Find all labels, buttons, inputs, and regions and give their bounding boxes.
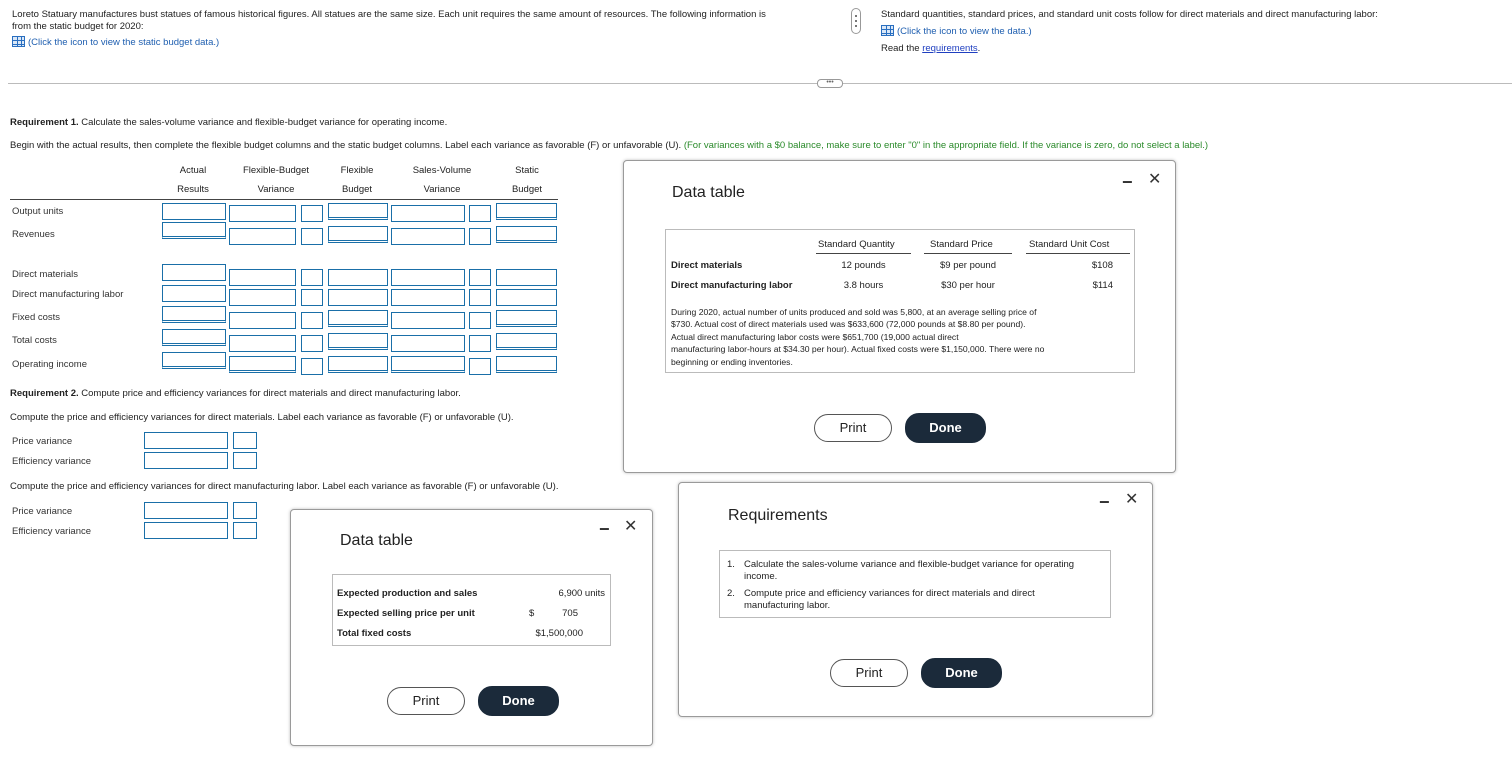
req2-title: Requirement 2. Compute price and efficiency variances for direct materials and direct manufacturing labor.: [10, 388, 461, 399]
sv-variance-total-costs-label-select[interactable]: [469, 335, 491, 352]
actual-revenues-input[interactable]: [162, 222, 226, 239]
col-standard-price: Standard Price: [930, 239, 993, 250]
actual-dm-input[interactable]: [162, 264, 226, 281]
flexible-total-costs-input[interactable]: [328, 333, 388, 350]
expand-handle-icon[interactable]: •••: [817, 79, 843, 88]
fb-variance-fixed-label-select[interactable]: [301, 312, 323, 329]
dm-price-variance-label: Price variance: [12, 436, 73, 447]
dm-efficiency-variance-input[interactable]: [144, 452, 228, 469]
std-row-label: Direct materials: [671, 260, 743, 271]
fb-variance-dm-label-select[interactable]: [301, 269, 323, 286]
standard-data-modal: [623, 160, 1176, 473]
col-header-sv-variance: Sales-Volume Variance: [412, 165, 472, 195]
std-row-qty: 3.8 hours: [843, 280, 884, 291]
std-data-link[interactable]: [881, 25, 1501, 38]
dl-price-variance-input[interactable]: [144, 502, 228, 519]
requirements-modal: [678, 482, 1153, 717]
table-icon[interactable]: [881, 25, 894, 36]
static-data-box: [332, 574, 611, 646]
modal-title: Data table: [672, 184, 745, 201]
std-actual-paragraph: During 2020, actual number of units produced and sold was 5,800, at an average selling price of $730. Actual cost of direct materials used was $633,600 (72,000 pounds at $8.80 per pound). Actual direct manufacturing labor costs were $651,700 (19,000 actual direct manufacturing labor-hours at $34.30 per hour). Actual fixed costs were $1,150,000. There were no beginning or ending inventories.: [671, 307, 1045, 367]
fb-variance-output-units-label-select[interactable]: [301, 205, 323, 222]
dl-efficiency-variance-label: Efficiency variance: [12, 526, 92, 537]
actual-fixed-input[interactable]: [162, 306, 226, 323]
requirement-item: Calculate the sales-volume variance and flexible-budget variance for operating income.: [744, 559, 1075, 582]
std-row-qty: 12 pounds: [841, 260, 886, 271]
std-row-price: $9 per pound: [940, 260, 996, 271]
std-row-price: $30 per hour: [941, 280, 995, 291]
dl-price-variance-label: Price variance: [12, 506, 73, 517]
sv-variance-operating-income-input[interactable]: [391, 356, 465, 373]
close-icon[interactable]: ✕: [1125, 491, 1139, 508]
modal-title: Data table: [340, 532, 413, 549]
intro-text: [12, 9, 852, 49]
static-budget-modal: [290, 509, 653, 746]
std-data-link-text[interactable]: (Click the icon to view the data.): [897, 26, 1032, 37]
col-header-flexible-budget: Flexible Budget: [340, 165, 374, 195]
std-intro-text: Standard quantities, standard prices, and standard unit costs follow for direct materials and direct manufacturing labor:: [881, 9, 1378, 20]
static-row-label: Total fixed costs: [337, 628, 412, 639]
pane-resize-handle[interactable]: [851, 8, 861, 34]
flexible-output-units-input[interactable]: [328, 203, 388, 220]
static-row-label: Expected production and sales: [337, 588, 478, 599]
actual-operating-income-input[interactable]: [162, 352, 226, 369]
static-operating-income-input[interactable]: [496, 356, 557, 373]
fb-variance-output-units-input[interactable]: [229, 205, 296, 222]
sv-variance-total-costs-input[interactable]: [391, 335, 465, 352]
intro-line-2: from the static budget for 2020:: [12, 21, 144, 32]
std-row-cost: $108: [1091, 260, 1113, 271]
flexible-revenues-input[interactable]: [328, 226, 388, 243]
done-button[interactable]: Done: [478, 686, 559, 716]
dm-instructions: Compute the price and efficiency variances for direct materials. Label each variance as favorable (F) or unfavorable (U).: [10, 412, 514, 423]
dl-efficiency-variance-input[interactable]: [144, 522, 228, 539]
static-row-value: $1,500,000: [535, 628, 583, 639]
fb-variance-total-costs-input[interactable]: [229, 335, 296, 352]
fb-variance-dm-input[interactable]: [229, 269, 296, 286]
col-header-static-budget: Static Budget: [511, 165, 543, 195]
fb-variance-dl-label-select[interactable]: [301, 289, 323, 306]
row-label-operating-income: Operating income: [12, 359, 87, 370]
dl-instructions: Compute the price and efficiency variances for direct manufacturing labor. Label each variance as favorable (F) or unfavorable (U).: [10, 481, 559, 492]
static-dm-input[interactable]: [496, 269, 557, 286]
static-dl-input[interactable]: [496, 289, 557, 306]
sv-variance-dl-input[interactable]: [391, 289, 465, 306]
print-button[interactable]: Print: [387, 687, 465, 715]
fb-variance-dl-input[interactable]: [229, 289, 296, 306]
requirements-list: 1. Calculate the sales-volume variance and flexible-budget variance for operating income. 2. Compute price and efficiency variances for direct materials and direct manufacturing labor.: [719, 550, 1111, 618]
close-icon[interactable]: ✕: [624, 518, 638, 535]
sv-variance-revenues-input[interactable]: [391, 228, 465, 245]
std-row-cost: $114: [1092, 280, 1113, 291]
sv-variance-dm-input[interactable]: [391, 269, 465, 286]
fb-variance-fixed-input[interactable]: [229, 312, 296, 329]
actual-output-units-input[interactable]: [162, 203, 226, 220]
col-standard-unit-cost: Standard Unit Cost: [1029, 239, 1110, 250]
fb-variance-revenues-label-select[interactable]: [301, 228, 323, 245]
fb-variance-operating-income-input[interactable]: [229, 356, 296, 373]
sv-variance-fixed-label-select[interactable]: [469, 312, 491, 329]
minimize-icon[interactable]: −: [599, 519, 610, 539]
row-label-direct-labor: Direct manufacturing labor: [12, 289, 124, 300]
sv-variance-revenues-label-select[interactable]: [469, 228, 491, 245]
print-button[interactable]: Print: [830, 659, 908, 687]
dm-price-variance-label-select[interactable]: [233, 432, 257, 449]
static-budget-link[interactable]: [12, 36, 852, 49]
static-budget-link-text[interactable]: (Click the icon to view the static budget data.): [28, 37, 220, 48]
static-output-units-input[interactable]: [496, 203, 557, 220]
close-icon[interactable]: ✕: [1148, 171, 1162, 188]
horizontal-divider: [8, 83, 1512, 84]
flexible-fixed-input[interactable]: [328, 310, 388, 327]
req1-instructions: Begin with the actual results, then complete the flexible budget columns and the static budget columns. Label each variance as favorable (F) or unfavorable (U). (For variances with a $0 balance, make sure to enter "0" in the appropriate field. If the variance is zero, do not select a label.): [10, 140, 1209, 151]
fb-variance-total-costs-label-select[interactable]: [301, 335, 323, 352]
done-button[interactable]: Done: [905, 413, 986, 443]
fb-variance-revenues-input[interactable]: [229, 228, 296, 245]
sv-variance-dm-label-select[interactable]: [469, 269, 491, 286]
print-button[interactable]: Print: [814, 414, 892, 442]
flexible-dm-input[interactable]: [328, 269, 388, 286]
read-requirements: Read the requirements.: [881, 43, 981, 54]
minimize-icon[interactable]: −: [1122, 172, 1133, 192]
minimize-icon[interactable]: −: [1099, 492, 1110, 512]
dm-efficiency-variance-label: Efficiency variance: [12, 456, 92, 467]
std-row-label: Direct manufacturing labor: [671, 280, 793, 291]
req1-title: Requirement 1. Calculate the sales-volume variance and flexible-budget variance for operating income.: [10, 117, 448, 128]
static-revenues-input[interactable]: [496, 226, 557, 243]
done-button[interactable]: Done: [921, 658, 1002, 688]
static-total-costs-input[interactable]: [496, 333, 557, 350]
dl-efficiency-variance-label-select[interactable]: [233, 522, 257, 539]
sv-variance-fixed-input[interactable]: [391, 312, 465, 329]
intro-line-1: Loreto Statuary manufactures bust statues of famous historical figures. All statues are the same size. Each unit requires the same amount of resources. The following information is: [12, 9, 766, 20]
actual-dl-input[interactable]: [162, 285, 226, 302]
actual-total-costs-input[interactable]: [162, 329, 226, 346]
row-label-fixed-costs: Fixed costs: [12, 312, 61, 323]
row-label-direct-materials: Direct materials: [12, 269, 78, 280]
fb-variance-operating-income-label-select[interactable]: [301, 358, 323, 375]
dl-price-variance-label-select[interactable]: [233, 502, 257, 519]
intro-right: [881, 9, 1501, 55]
currency-symbol: $: [529, 608, 535, 619]
sv-variance-operating-income-label-select[interactable]: [469, 358, 491, 375]
sv-variance-dl-label-select[interactable]: [469, 289, 491, 306]
flexible-operating-income-input[interactable]: [328, 356, 388, 373]
row-label-total-costs: Total costs: [12, 335, 57, 346]
sv-variance-output-units-input[interactable]: [391, 205, 465, 222]
flexible-dl-input[interactable]: [328, 289, 388, 306]
dm-price-variance-input[interactable]: [144, 432, 228, 449]
std-data-box: [665, 229, 1135, 373]
col-header-fb-variance: Flexible-Budget Variance: [242, 165, 309, 195]
col-header-actual: Actual Results: [177, 165, 209, 195]
table-icon[interactable]: [12, 36, 25, 47]
static-row-value: 6,900 units: [558, 588, 605, 599]
requirements-link[interactable]: requirements: [922, 43, 978, 54]
header-rule: [10, 199, 558, 200]
requirement-item: Compute price and efficiency variances for direct materials and direct manufacturing labor.: [744, 588, 1035, 611]
static-fixed-input[interactable]: [496, 310, 557, 327]
row-label-revenues: Revenues: [12, 229, 55, 240]
modal-title: Requirements: [728, 507, 828, 524]
col-standard-quantity: Standard Quantity: [818, 239, 895, 250]
row-label-output-units: Output units: [12, 206, 64, 217]
dm-efficiency-variance-label-select[interactable]: [233, 452, 257, 469]
static-row-label: Expected selling price per unit: [337, 608, 475, 619]
static-row-value: 705: [562, 608, 578, 619]
sv-variance-output-units-label-select[interactable]: [469, 205, 491, 222]
